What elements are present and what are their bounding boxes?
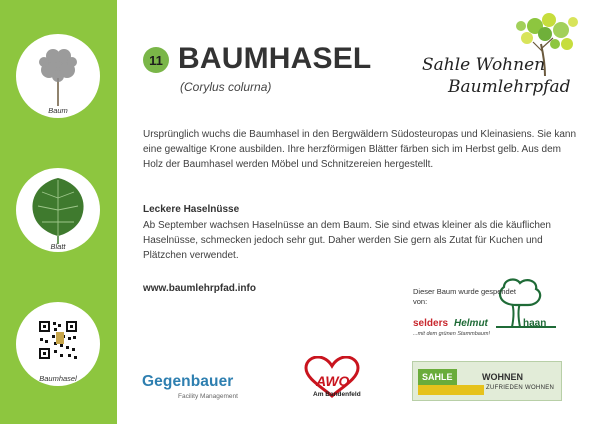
latin-name: (Corylus colurna) bbox=[180, 80, 272, 94]
qr-image-circle bbox=[16, 302, 100, 386]
sahle-word: SAHLE bbox=[418, 369, 457, 385]
gegenbauer-sub: Facility Management bbox=[178, 393, 238, 400]
tree-image-circle bbox=[16, 34, 100, 118]
sponsor-logo bbox=[413, 314, 563, 346]
leaf-image-circle bbox=[16, 168, 100, 252]
sponsor-tagline: ...mit dem grünen Stammbaum! bbox=[413, 331, 491, 337]
caption-baum: Baum bbox=[48, 106, 68, 115]
sponsor-name-b: Helmut bbox=[454, 318, 488, 329]
page-title: BAUMHASEL bbox=[178, 42, 372, 75]
sponsor-name-a: selders bbox=[413, 318, 449, 329]
caption-baumhasel: Baumhasel bbox=[39, 374, 77, 383]
brand-line-2: Baumlehrpfad bbox=[448, 77, 571, 97]
gegenbauer-logo bbox=[142, 373, 238, 400]
awo-sub: Am Bandenfeld bbox=[313, 391, 361, 398]
green-sidebar bbox=[0, 0, 117, 424]
awo-name: AWO bbox=[316, 373, 350, 389]
tree-number-badge: 11 bbox=[143, 47, 169, 73]
wohnen-word: WOHNEN bbox=[482, 372, 523, 382]
nuts-paragraph: Ab September wachsen Haselnüsse an dem Baum. Sie sind etwas kleiner als die käuflichen Haselnüsse, schmecken jedoch sehr gut. Daher werden Sie gern als Zutat für Kuchen und Plätzchen verwendet. bbox=[143, 220, 551, 261]
section-heading: Leckere Haselnüsse bbox=[143, 204, 240, 215]
website-link[interactable]: www.baumlehrpfad.info bbox=[143, 283, 256, 294]
sahle-yellow-bar bbox=[418, 385, 484, 395]
sponsor-name-c: haan bbox=[523, 318, 547, 329]
caption-blatt: Blatt bbox=[50, 242, 66, 251]
sahle-tagline: ZUFRIEDEN WOHNEN bbox=[486, 385, 555, 391]
awo-logo bbox=[300, 356, 370, 402]
leaf-icon bbox=[16, 168, 100, 252]
sahle-wohnen-logo bbox=[412, 361, 562, 401]
intro-paragraph: Ursprünglich wuchs die Baumhasel in den Bergwäldern Südosteuropas und Kleinasiens. Sie kann eine gewaltige Krone ausbilden. Ihre herzförmigen Blätter färben sich im Herbst gelb. Aus dem Holz der Baumhasel werden Möbel und Schnitzereien hergestellt. bbox=[143, 129, 577, 170]
sponsor-note: Dieser Baum wurde gespendet von: bbox=[413, 287, 516, 306]
brand-line-1: Sahle Wohnen bbox=[422, 55, 546, 75]
gegenbauer-name: Gegenbauer bbox=[142, 373, 234, 390]
